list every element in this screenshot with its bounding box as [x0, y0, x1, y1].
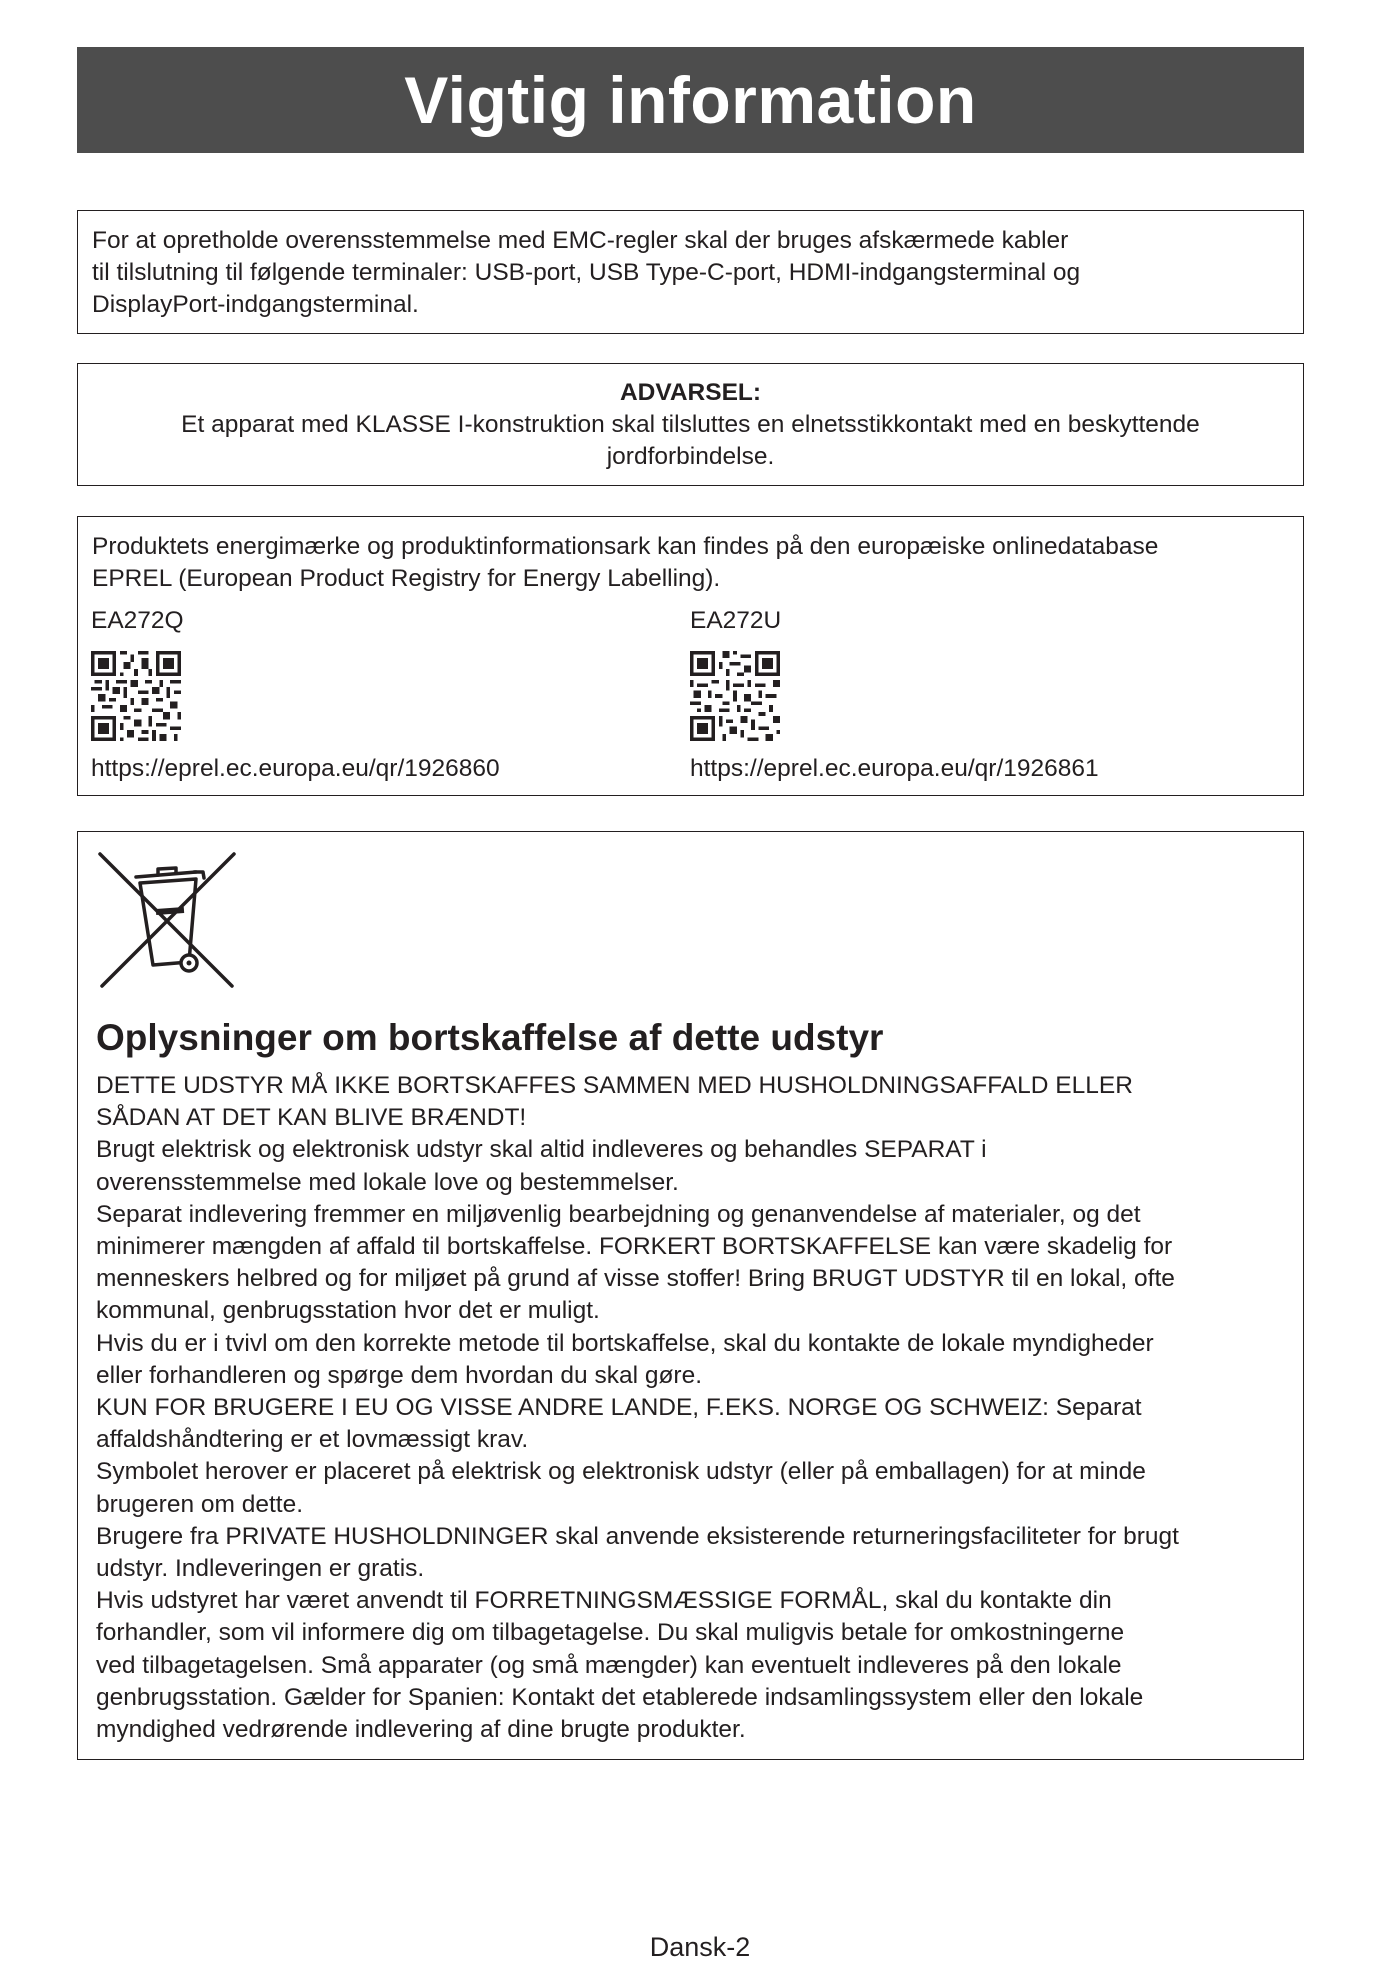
disposal-line: udstyr. Indleveringen er gratis.: [96, 1555, 425, 1583]
crossed-out-wheelie-bin-icon: [96, 850, 236, 990]
disposal-line: SÅDAN AT DET KAN BLIVE BRÆNDT!: [96, 1104, 527, 1132]
disposal-line: Brugt elektrisk og elektronisk udstyr skal altid indleveres og behandles SEPARAT i: [96, 1136, 987, 1164]
disposal-line: minimerer mængden af affald til bortskaffelse. FORKERT BORTSKAFFELSE kan være skadelig for: [96, 1233, 1173, 1261]
disposal-line: kommunal, genbrugsstation hvor det er muligt.: [96, 1297, 600, 1325]
disposal-line: DETTE UDSTYR MÅ IKKE BORTSKAFFES SAMMEN MED HUSHOLDNINGSAFFALD ELLER: [96, 1072, 1133, 1099]
disposal-line: forhandler, som vil informere dig om tilbagetagelse. Du skal muligvis betale for omkostningerne: [96, 1619, 1125, 1647]
qr-code-icon[interactable]: [91, 651, 181, 741]
energy-label-box: [77, 516, 1304, 796]
warning-line: Et apparat med KLASSE I-konstruktion skal tilsluttes en elnetsstikkontakt med en beskyttende: [181, 411, 1200, 438]
model-name: EA272U: [690, 607, 782, 634]
model-entry: [690, 605, 1099, 785]
disposal-line: ved tilbagetagelsen. Små apparater (og små mængder) kan eventuelt indleveres på den lokale: [96, 1651, 1122, 1679]
model-entry: [91, 605, 500, 785]
qr-code-icon[interactable]: [690, 651, 780, 741]
disposal-line: genbrugsstation. Gælder for Spanien: Kontakt det etablerede indsamlingssystem eller den lokale: [96, 1683, 1144, 1711]
energy-line: EPREL (European Product Registry for Energy Labelling).: [92, 565, 721, 592]
disposal-line: Symbolet herover er placeret på elektrisk og elektronisk udstyr (eller på emballagen) for at minde: [96, 1458, 1146, 1486]
eprel-link[interactable]: https://eprel.ec.europa.eu/qr/1926861: [690, 755, 1099, 782]
title-bar: [77, 47, 1304, 153]
disposal-line: Separat indlevering fremmer en miljøvenlig bearbejdning og genanvendelse af materialer, og det: [96, 1200, 1141, 1228]
emc-line: For at opretholde overensstemmelse med EMC-regler skal der bruges afskærmede kabler: [92, 227, 1069, 254]
disposal-line: Brugere fra PRIVATE HUSHOLDNINGER skal anvende eksisterende returneringsfaciliteter for brugt: [96, 1522, 1179, 1550]
page-title: Vigtig information: [404, 63, 977, 137]
disposal-line: Hvis du er i tvivl om den korrekte metode til bortskaffelse, skal du kontakte de lokale myndigheder: [96, 1329, 1154, 1357]
disposal-heading: Oplysninger om bortskaffelse af dette udstyr: [96, 1017, 884, 1058]
warning-heading: ADVARSEL:: [619, 379, 762, 406]
emc-line: DisplayPort-indgangsterminal.: [92, 291, 419, 318]
energy-line: Produktets energimærke og produktinformationsark kan findes på den europæiske onlinedatabase: [92, 533, 1159, 560]
warning-line: jordforbindelse.: [606, 443, 775, 470]
disposal-text: [96, 1070, 1291, 1746]
model-name: EA272Q: [91, 607, 184, 634]
disposal-line: menneskers helbred og for miljøet på grund af visse stoffer! Bring BRUGT UDSTYR til en lokal, ofte: [96, 1265, 1175, 1293]
eprel-link[interactable]: https://eprel.ec.europa.eu/qr/1926860: [91, 755, 500, 782]
disposal-line: eller forhandleren og spørge dem hvordan du skal gøre.: [96, 1361, 703, 1389]
disposal-line: affaldshåndtering er et lovmæssigt krav.: [96, 1426, 529, 1454]
disposal-box: [77, 831, 1304, 1760]
emc-notice-box: [77, 210, 1304, 334]
disposal-line: overensstemmelse med lokale love og bestemmelser.: [96, 1168, 679, 1196]
disposal-line: KUN FOR BRUGERE I EU OG VISSE ANDRE LANDE, F.EKS. NORGE OG SCHWEIZ: Separat: [96, 1394, 1142, 1422]
page-number: Dansk-2: [649, 1932, 751, 1962]
warning-box: [77, 363, 1304, 486]
disposal-line: Hvis udstyret har været anvendt til FORRETNINGSMÆSSIGE FORMÅL, skal du kontakte din: [96, 1587, 1112, 1615]
disposal-line: brugeren om dette.: [96, 1490, 304, 1518]
disposal-line: myndighed vedrørende indlevering af dine brugte produkter.: [96, 1716, 746, 1744]
emc-line: til tilslutning til følgende terminaler: USB-port, USB Type-C-port, HDMI-indgangsterminal og: [92, 259, 1081, 286]
